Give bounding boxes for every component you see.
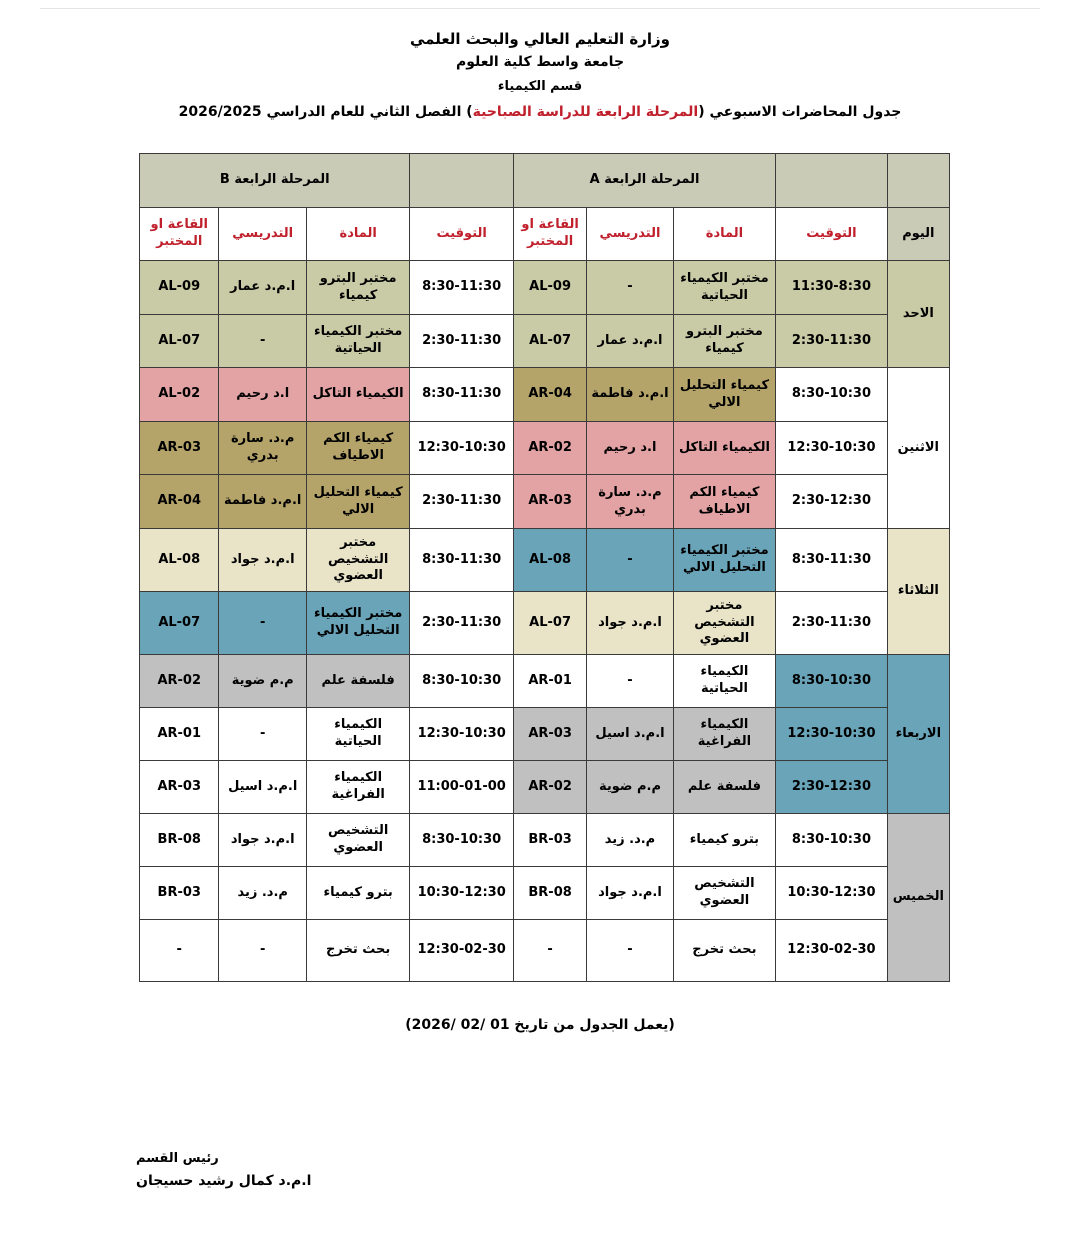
title-prefix: جدول المحاضرات الاسبوعي (: [698, 104, 902, 120]
subject-cell-b: بترو كيمياء: [306, 867, 410, 920]
time-cell-a: 12:30-02-30: [776, 920, 888, 982]
teacher-cell-a: م.م ضوية: [587, 761, 673, 814]
stage-b-header: المرحلة الرابعة B: [140, 154, 410, 208]
time-cell-b: 12:30-10:30: [410, 708, 514, 761]
teacher-cell-a: ا.م.د اسيل: [587, 708, 673, 761]
time-cell-b: 10:30-12:30: [410, 867, 514, 920]
subject-cell-a: كيمياء التحليل الالي: [673, 368, 775, 422]
effective-date-note: (يعمل الجدول من تاريخ 01 /02 /2026): [405, 1017, 675, 1033]
table-row: [140, 761, 950, 814]
schedule-title: [0, 104, 1080, 120]
teacher-cell-b: -: [219, 315, 306, 368]
hall-cell-a: AR-03: [513, 475, 586, 529]
hall-cell-b: AL-08: [140, 529, 219, 592]
title-suffix: ) الفصل الثاني للعام الدراسي 2026/2025: [178, 104, 473, 120]
department-heading: قسم الكيمياء: [497, 79, 583, 94]
teacher-cell-b: ا.م.د فاطمة: [219, 475, 306, 529]
ministry-heading: وزارة التعليم العالي والبحث العلمي: [409, 30, 671, 48]
teacher-cell-b: ا.م.د اسيل: [219, 761, 306, 814]
hall-cell-b: AL-02: [140, 368, 219, 422]
schedule-table: [139, 153, 950, 982]
table-row: [140, 920, 950, 982]
teacher-cell-b: ا.م.د عمار: [219, 261, 306, 315]
col-header-time-b: التوقيت: [410, 208, 514, 261]
col-header-time-a: التوقيت: [776, 208, 888, 261]
subject-cell-a: بحث تخرج: [673, 920, 775, 982]
department-head-name: ا.م.د كمال رشيد حسيجان: [136, 1173, 312, 1189]
teacher-cell-b: -: [219, 592, 306, 655]
teacher-cell-b: -: [219, 920, 306, 982]
time-cell-a: 8:30-10:30: [776, 814, 888, 867]
subject-cell-a: الكيمياء التاكل: [673, 422, 775, 475]
teacher-cell-a: م.د. زيد: [587, 814, 673, 867]
time-cell-a: 2:30-11:30: [776, 315, 888, 368]
hall-cell-a: AR-02: [513, 422, 586, 475]
hall-cell-b: AR-03: [140, 761, 219, 814]
table-row: [140, 261, 950, 315]
subject-cell-a: مختبر الكيمياء الحياتية: [673, 261, 775, 315]
top-border-line: [40, 8, 1040, 9]
subject-cell-b: الكيمياء الفراغية: [306, 761, 410, 814]
table-row: [140, 592, 950, 655]
hall-cell-a: AR-01: [513, 655, 586, 708]
table-row: [140, 315, 950, 368]
table-row: [140, 422, 950, 475]
time-cell-a: 8:30-10:30: [776, 655, 888, 708]
time-cell-b: 8:30-11:30: [410, 529, 514, 592]
subject-cell-a: فلسفة علم: [673, 761, 775, 814]
teacher-cell-b: ا.د رحيم: [219, 368, 306, 422]
col-header-teacher-a: التدريسي: [587, 208, 673, 261]
hall-cell-a: AR-02: [513, 761, 586, 814]
teacher-cell-a: -: [587, 655, 673, 708]
hall-cell-a: AL-07: [513, 592, 586, 655]
hall-cell-a: BR-03: [513, 814, 586, 867]
day-cell: الاحد: [887, 261, 949, 368]
table-row: [140, 368, 950, 422]
col-header-subject-a: المادة: [673, 208, 775, 261]
stage-spacer-time-b: [410, 154, 514, 208]
hall-cell-b: BR-03: [140, 867, 219, 920]
time-cell-b: 8:30-10:30: [410, 814, 514, 867]
time-cell-a: 12:30-10:30: [776, 708, 888, 761]
subject-cell-b: بحث تخرج: [306, 920, 410, 982]
hall-cell-a: AR-03: [513, 708, 586, 761]
hall-cell-b: AR-03: [140, 422, 219, 475]
day-cell: الخميس: [887, 814, 949, 982]
time-cell-a: 8:30-10:30: [776, 368, 888, 422]
teacher-cell-a: -: [587, 920, 673, 982]
table-row: [140, 655, 950, 708]
time-cell-b: 8:30-11:30: [410, 261, 514, 315]
teacher-cell-a: -: [587, 529, 673, 592]
subject-cell-b: التشخيص العضوي: [306, 814, 410, 867]
time-cell-b: 11:00-01-00: [410, 761, 514, 814]
table-row: [140, 475, 950, 529]
subject-cell-a: الكيمياء الحياتية: [673, 655, 775, 708]
hall-cell-b: AL-07: [140, 592, 219, 655]
subject-cell-b: كيمياء التحليل الالي: [306, 475, 410, 529]
hall-cell-b: AR-01: [140, 708, 219, 761]
hall-cell-b: -: [140, 920, 219, 982]
col-header-teacher-b: التدريسي: [219, 208, 306, 261]
subject-cell-a: مختبر الكيمياء التحليل الالي: [673, 529, 775, 592]
hall-cell-a: AL-09: [513, 261, 586, 315]
time-cell-b: 8:30-11:30: [410, 368, 514, 422]
hall-cell-a: -: [513, 920, 586, 982]
subject-cell-a: الكيمياء الفراغية: [673, 708, 775, 761]
teacher-cell-a: -: [587, 261, 673, 315]
time-cell-a: 2:30-12:30: [776, 761, 888, 814]
subject-cell-b: الكيمياء التاكل: [306, 368, 410, 422]
title-highlight: المرحلة الرابعة للدراسة الصباحية: [472, 104, 699, 120]
subject-cell-a: كيمياء الكم الاطياف: [673, 475, 775, 529]
teacher-cell-a: ا.د رحيم: [587, 422, 673, 475]
university-heading: جامعة واسط كلية العلوم: [455, 54, 625, 70]
teacher-cell-b: م.د. زيد: [219, 867, 306, 920]
col-header-subject-b: المادة: [306, 208, 410, 261]
hall-cell-a: AR-04: [513, 368, 586, 422]
subject-cell-b: كيمياء الكم الاطياف: [306, 422, 410, 475]
table-row: [140, 814, 950, 867]
teacher-cell-b: م.م ضوية: [219, 655, 306, 708]
day-cell: الاثنين: [887, 368, 949, 529]
col-header-hall-a: القاعة او المختبر: [513, 208, 586, 261]
department-head-title: رئيس القسم: [136, 1151, 219, 1166]
subject-cell-b: مختبر البترو كيمياء: [306, 261, 410, 315]
col-header-day: اليوم: [887, 208, 949, 261]
stage-a-header: المرحلة الرابعة A: [513, 154, 775, 208]
col-header-hall-b: القاعة او المختبر: [140, 208, 219, 261]
teacher-cell-a: ا.م.د جواد: [587, 592, 673, 655]
subject-cell-a: مختبر البترو كيمياء: [673, 315, 775, 368]
stage-spacer-day: [887, 154, 949, 208]
teacher-cell-b: ا.م.د جواد: [219, 529, 306, 592]
day-cell: الاربعاء: [887, 655, 949, 814]
subject-cell-a: مختبر التشخيص العضوي: [673, 592, 775, 655]
subject-cell-b: مختبر الكيمياء الحياتية: [306, 315, 410, 368]
teacher-cell-b: -: [219, 708, 306, 761]
hall-cell-a: AL-08: [513, 529, 586, 592]
day-cell: الثلاثاء: [887, 529, 949, 655]
teacher-cell-a: ا.م.د فاطمة: [587, 368, 673, 422]
hall-cell-b: BR-08: [140, 814, 219, 867]
teacher-cell-a: ا.م.د عمار: [587, 315, 673, 368]
subject-cell-b: الكيمياء الحياتية: [306, 708, 410, 761]
time-cell-a: 11:30-8:30: [776, 261, 888, 315]
teacher-cell-b: ا.م.د جواد: [219, 814, 306, 867]
table-row: [140, 529, 950, 592]
time-cell-a: 2:30-11:30: [776, 592, 888, 655]
time-cell-a: 8:30-11:30: [776, 529, 888, 592]
time-cell-b: 12:30-02-30: [410, 920, 514, 982]
hall-cell-b: AL-09: [140, 261, 219, 315]
table-row: [140, 708, 950, 761]
stage-spacer-time-a: [776, 154, 888, 208]
table-row: [140, 867, 950, 920]
teacher-cell-a: ا.م.د جواد: [587, 867, 673, 920]
subject-cell-b: مختبر الكيمياء التحليل الالي: [306, 592, 410, 655]
teacher-cell-b: م.د. سارة بدري: [219, 422, 306, 475]
subject-cell-a: التشخيص العضوي: [673, 867, 775, 920]
hall-cell-a: BR-08: [513, 867, 586, 920]
subject-cell-b: مختبر التشخيص العضوي: [306, 529, 410, 592]
hall-cell-a: AL-07: [513, 315, 586, 368]
time-cell-b: 12:30-10:30: [410, 422, 514, 475]
hall-cell-b: AR-02: [140, 655, 219, 708]
teacher-cell-a: م.د. سارة بدري: [587, 475, 673, 529]
time-cell-b: 2:30-11:30: [410, 592, 514, 655]
time-cell-b: 8:30-10:30: [410, 655, 514, 708]
time-cell-a: 2:30-12:30: [776, 475, 888, 529]
time-cell-b: 2:30-11:30: [410, 475, 514, 529]
time-cell-b: 2:30-11:30: [410, 315, 514, 368]
hall-cell-b: AR-04: [140, 475, 219, 529]
time-cell-a: 12:30-10:30: [776, 422, 888, 475]
subject-cell-b: فلسفة علم: [306, 655, 410, 708]
time-cell-a: 10:30-12:30: [776, 867, 888, 920]
subject-cell-a: بترو كيمياء: [673, 814, 775, 867]
hall-cell-b: AL-07: [140, 315, 219, 368]
